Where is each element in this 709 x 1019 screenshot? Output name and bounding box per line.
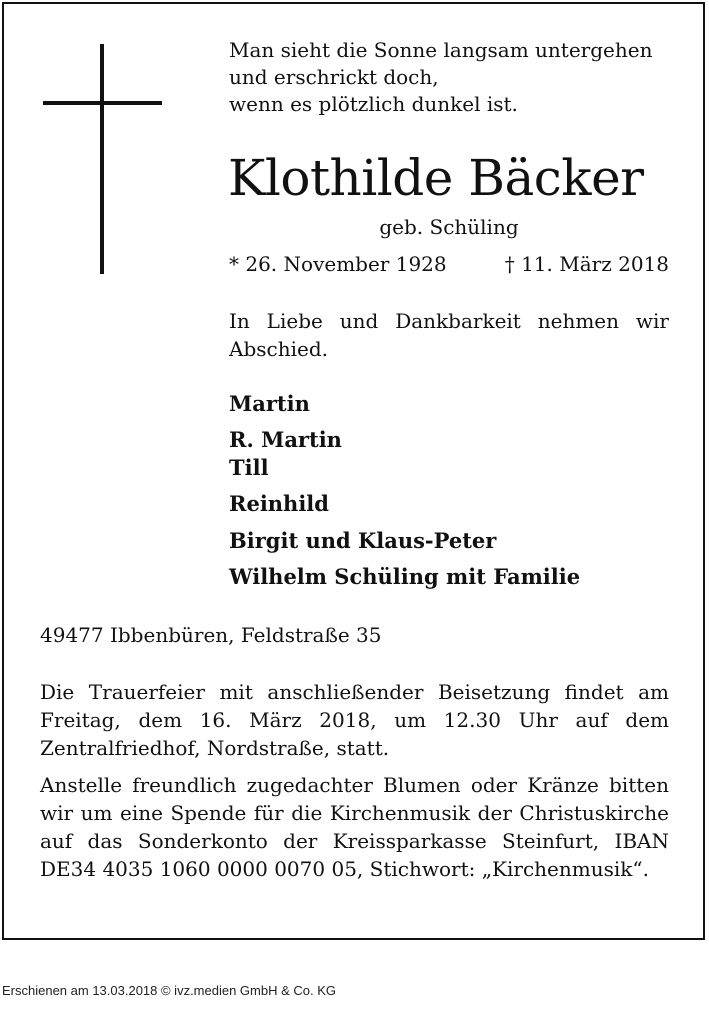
mourner-name: Martin: [229, 391, 310, 416]
deceased-name: Klothilde Bäcker: [228, 149, 644, 207]
mourner-name: Till: [229, 455, 269, 480]
farewell-text: In Liebe und Dankbarkeit nehmen wir Abschied.: [229, 309, 669, 361]
publication-footer: Erschienen am 13.03.2018 © ivz.medien GmbH & Co. KG: [2, 983, 337, 998]
death-date: † 11. März 2018: [504, 252, 669, 276]
mourner-name: Wilhelm Schüling mit Familie: [229, 564, 581, 589]
poem-line: und erschrickt doch,: [229, 65, 439, 89]
life-dates: [229, 250, 669, 278]
cross-icon-vertical: [100, 44, 104, 274]
poem-line: Man sieht die Sonne langsam untergehen: [229, 38, 653, 62]
maiden-name: geb. Schüling: [379, 215, 519, 239]
cross-icon-horizontal: [43, 101, 162, 105]
poem-line: wenn es plötzlich dunkel ist.: [229, 92, 518, 116]
birth-date: * 26. November 1928: [229, 252, 447, 276]
funeral-notice: Die Trauerfeier mit anschließender Beisetzung findet am Freitag, dem 16. März 2018, um 12.30 Uhr auf dem Zentralfriedhof, Nordstraße, statt.: [40, 680, 669, 760]
mourner-name: Birgit und Klaus-Peter: [229, 528, 497, 553]
donation-notice: Anstelle freundlich zugedachter Blumen oder Kränze bitten wir um eine Spende für die Kirchenmusik der Christuskirche auf das Sonderkonto der Kreissparkasse Steinfurt, IBAN DE34 4035 1060 0000 0070 05, Stichwort: „Kirchenmusik“.: [40, 773, 669, 881]
poem: [229, 37, 679, 118]
family-address: 49477 Ibbenbüren, Feldstraße 35: [40, 623, 382, 647]
mourner-name: Reinhild: [229, 491, 329, 516]
mourner-name: R. Martin: [229, 427, 342, 452]
